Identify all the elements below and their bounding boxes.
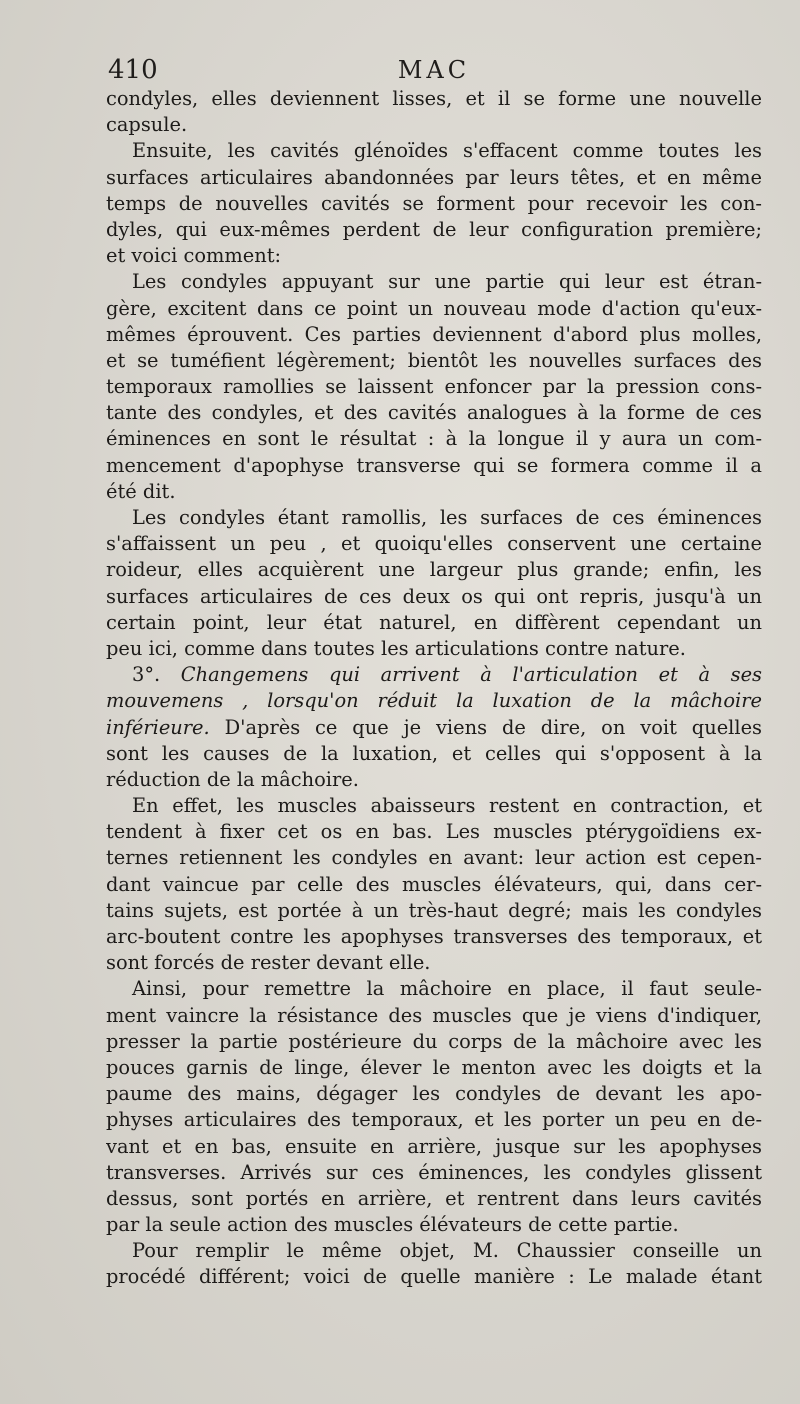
text-line: ment vaincre la résistance des muscles que je viens d'indiquer, [106, 1003, 762, 1027]
running-head: MAC [397, 56, 471, 84]
text-line: par la seule action des muscles élévateurs de cette partie. [106, 1213, 679, 1237]
text-line: s'affaissent un peu , et quoiqu'elles conservent une certaine [106, 532, 762, 556]
text-line [106, 688, 762, 714]
text-line: procédé différent; voici de quelle manière : Le malade étant [106, 1265, 762, 1289]
text-line: tante des condyles, et des cavités analogues à la forme de ces [106, 401, 762, 425]
text-line: transverses. Arrivés sur ces éminences, les condyles glissent [106, 1160, 762, 1184]
text-line: éminences en sont le résultat : à la longue il y aura un com- [106, 427, 762, 451]
page-number: 410 [108, 55, 158, 85]
text-line: Les condyles appuyant sur une partie qui leur est étran- [132, 270, 762, 294]
text-line: Ensuite, les cavités glénoïdes s'effacent comme toutes les [132, 139, 762, 163]
text-line: tains sujets, est portée à un très-haut degré; mais les condyles [106, 898, 762, 922]
text-line: surfaces articulaires de ces deux os qui ont repris, jusqu'à un [106, 584, 762, 608]
text-line: En effet, les muscles abaisseurs restent en contraction, et [132, 794, 762, 818]
text-line: été dit. [106, 479, 176, 503]
text-line: ternes retiennent les condyles en avant: leur action est cepen- [106, 846, 762, 870]
text-line: et voici comment: [106, 244, 282, 268]
text-line [106, 662, 762, 688]
text-line: et se tuméfient légèrement; bientôt les nouvelles surfaces des [106, 348, 762, 372]
text-line: sont les causes de la luxation, et celles qui s'opposent à la [106, 741, 762, 765]
text-line: gère, excitent dans ce point un nouveau mode d'action qu'eux- [106, 296, 762, 320]
text-run: D'après ce que je viens de dire, on voit quelles [209, 715, 762, 739]
text-line: presser la partie postérieure du corps de la mâchoire avec les [106, 1029, 762, 1053]
text-line: paume des mains, dégager les condyles de devant les apo- [106, 1082, 762, 1106]
text-line: sont forcés de rester devant elle. [106, 951, 431, 975]
text-line: surfaces articulaires abandonnées par leurs têtes, et en même [106, 165, 762, 189]
text-line [106, 715, 762, 741]
text-run: 3°. [132, 663, 181, 687]
text-line: temporaux ramollies se laissent enfoncer par la pression cons- [106, 375, 762, 399]
text-line: condyles, elles deviennent lisses, et il se forme une nouvelle [106, 87, 762, 110]
text-line: réduction de la mâchoire. [106, 767, 359, 791]
text-line: capsule. [106, 113, 188, 137]
text-line: tendent à fixer cet os en bas. Les muscles ptérygoïdiens ex- [106, 820, 762, 844]
text-line: mencement d'apophyse transverse qui se formera comme il a [106, 453, 762, 477]
text-line: pouces garnis de linge, élever le menton avec les doigts et la [106, 1055, 762, 1079]
italic-text-run: mouvemens , lorsqu'on réduit la luxation de la mâchoire [106, 689, 762, 713]
text-line: Les condyles étant ramollis, les surfaces de ces éminences [132, 506, 762, 529]
text-line: mêmes éprouvent. Ces parties deviennent d'abord plus molles, [106, 322, 762, 346]
text-line: physes articulaires des temporaux, et les porter un peu en de- [106, 1108, 762, 1132]
text-line: dessus, sont portés en arrière, et rentrent dans leurs cavités [106, 1186, 762, 1210]
text-line: roideur, elles acquièrent une largeur plus grande; enfin, les [106, 558, 762, 582]
text-line: arc-boutent contre les apophyses transverses des temporaux, et [106, 925, 762, 948]
text-line: dyles, qui eux-mêmes perdent de leur configuration première; [106, 217, 762, 241]
text-line: vant et en bas, ensuite en arrière, jusque sur les apophyses [106, 1134, 762, 1158]
text-line: Ainsi, pour remettre la mâchoire en place, il faut seule- [132, 977, 762, 1001]
text-line: certain point, leur état naturel, en diffèrent cependant un [106, 610, 762, 634]
italic-text-run: inférieure. [106, 715, 210, 739]
text-line: temps de nouvelles cavités se forment pour recevoir les con- [106, 191, 762, 215]
body-text [106, 86, 762, 1291]
text-line: dant vaincue par celle des muscles élévateurs, qui, dans cer- [106, 872, 762, 896]
text-line: Pour remplir le même objet, M. Chaussier conseille un [132, 1239, 762, 1263]
text-line: peu ici, comme dans toutes les articulations contre nature. [106, 636, 686, 660]
italic-text-run: Changemens qui arrivent à l'articulation et à ses [180, 663, 762, 687]
